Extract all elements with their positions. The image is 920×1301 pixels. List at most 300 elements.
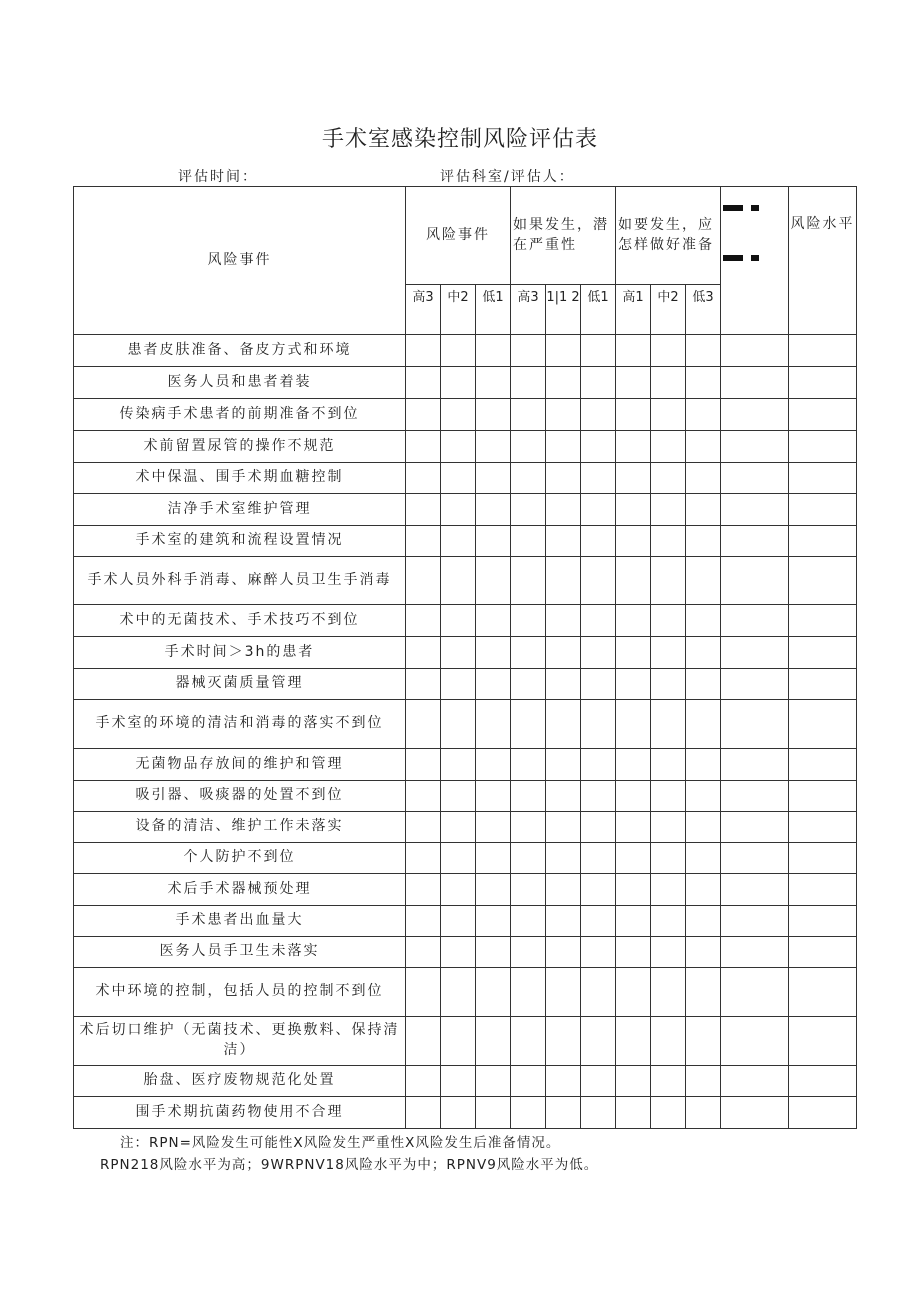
table-row [74,494,857,526]
rating-cell[interactable] [476,637,511,669]
rating-cell[interactable] [789,749,857,781]
subheader-rating-1: 高3 [406,285,441,335]
rating-cell[interactable] [616,749,651,781]
table-row [74,1066,857,1097]
rating-cell[interactable] [651,1097,686,1129]
rating-cell[interactable] [546,1066,581,1097]
rating-cell[interactable] [721,812,789,843]
rating-cell[interactable] [789,937,857,968]
rating-cell[interactable] [546,749,581,781]
rating-cell[interactable] [651,781,686,812]
rating-cell[interactable] [511,1017,546,1066]
rating-cell[interactable] [476,843,511,874]
rating-cell[interactable] [581,781,616,812]
rating-cell[interactable] [511,749,546,781]
rating-cell[interactable] [476,399,511,431]
rating-cell[interactable] [406,557,441,605]
risk-assessment-table [73,186,857,1129]
subheader-rating-3: 低1 [476,285,511,335]
rating-cell[interactable] [511,335,546,367]
rating-cell[interactable] [476,812,511,843]
rating-cell[interactable] [581,1066,616,1097]
rating-cell[interactable] [546,526,581,557]
risk-event-label: 器械灭菌质量管理 [74,669,406,700]
rating-cell[interactable] [686,557,721,605]
rating-cell[interactable] [441,494,476,526]
rating-cell[interactable] [581,557,616,605]
rating-cell[interactable] [721,335,789,367]
risk-event-label: 手术室的建筑和流程设置情况 [74,526,406,557]
rating-cell[interactable] [476,605,511,637]
rating-cell[interactable] [476,874,511,906]
page-title: 手术室感染控制风险评估表 [321,127,598,152]
rating-cell[interactable] [546,494,581,526]
rating-cell[interactable] [406,669,441,700]
rating-cell[interactable] [581,812,616,843]
rating-cell[interactable] [616,906,651,937]
rating-cell[interactable] [546,399,581,431]
rating-cell[interactable] [789,637,857,669]
rating-cell[interactable] [721,637,789,669]
rating-cell[interactable] [406,968,441,1017]
rating-cell[interactable] [789,812,857,843]
rating-cell[interactable] [686,1017,721,1066]
rating-cell[interactable] [686,335,721,367]
rating-cell[interactable] [406,526,441,557]
subheader-rating-6: 低1 [581,285,616,335]
rating-cell[interactable] [789,906,857,937]
rating-cell[interactable] [721,526,789,557]
rating-cell[interactable] [651,874,686,906]
rating-cell[interactable] [616,1017,651,1066]
rating-cell[interactable] [406,399,441,431]
rating-cell[interactable] [686,463,721,494]
rating-cell[interactable] [721,605,789,637]
rating-cell[interactable] [406,1097,441,1129]
rating-cell[interactable] [476,494,511,526]
rating-cell[interactable] [441,399,476,431]
subheader-rating-8: 中2 [651,285,686,335]
rating-cell[interactable] [441,781,476,812]
rating-cell[interactable] [651,906,686,937]
rating-cell[interactable] [721,463,789,494]
risk-event-label: 术中保温、围手术期血糖控制 [74,463,406,494]
rating-cell[interactable] [476,906,511,937]
rating-cell[interactable] [686,637,721,669]
rating-cell[interactable] [511,906,546,937]
rating-cell[interactable] [616,937,651,968]
rating-cell[interactable] [546,1097,581,1129]
rating-cell[interactable] [686,968,721,1017]
rating-cell[interactable] [789,557,857,605]
rating-cell[interactable] [511,431,546,463]
rating-cell[interactable] [721,968,789,1017]
table-row [74,605,857,637]
rating-cell[interactable] [616,335,651,367]
rating-cell[interactable] [721,399,789,431]
rating-cell[interactable] [511,843,546,874]
rating-cell[interactable] [441,367,476,399]
rating-cell[interactable] [406,812,441,843]
rating-cell[interactable] [721,1017,789,1066]
rating-cell[interactable] [511,557,546,605]
rating-cell[interactable] [721,749,789,781]
rating-cell[interactable] [789,399,857,431]
rating-cell[interactable] [476,968,511,1017]
rating-cell[interactable] [616,557,651,605]
rating-cell[interactable] [546,906,581,937]
risk-event-label: 吸引器、吸痰器的处置不到位 [74,781,406,812]
table-row [74,906,857,937]
rating-cell[interactable] [686,367,721,399]
table-row [74,968,857,1017]
rating-cell[interactable] [581,431,616,463]
rating-cell[interactable] [651,700,686,749]
risk-event-label: 手术患者出血量大 [74,906,406,937]
rating-cell[interactable] [581,335,616,367]
rating-cell[interactable] [651,335,686,367]
header-likelihood: 风险事件 [406,187,511,285]
rating-cell[interactable] [651,463,686,494]
rating-cell[interactable] [511,637,546,669]
rating-cell[interactable] [581,637,616,669]
rating-cell[interactable] [686,605,721,637]
rating-cell[interactable] [686,812,721,843]
rating-cell[interactable] [441,605,476,637]
rating-cell[interactable] [581,494,616,526]
rating-cell[interactable] [651,812,686,843]
rating-cell[interactable] [651,843,686,874]
rating-cell[interactable] [721,874,789,906]
rating-cell[interactable] [406,335,441,367]
rating-cell[interactable] [511,399,546,431]
rating-cell[interactable] [546,605,581,637]
rating-cell[interactable] [651,1017,686,1066]
rating-cell[interactable] [616,968,651,1017]
rating-cell[interactable] [686,874,721,906]
rating-cell[interactable] [686,1097,721,1129]
rating-cell[interactable] [441,335,476,367]
rating-cell[interactable] [581,367,616,399]
rating-cell[interactable] [651,431,686,463]
assessment-dept-label: 评估科室/评估人： [440,169,575,185]
rating-cell[interactable] [441,812,476,843]
rating-cell[interactable] [441,1097,476,1129]
rating-cell[interactable] [686,700,721,749]
rating-cell[interactable] [406,700,441,749]
rating-cell[interactable] [581,1097,616,1129]
risk-event-label: 术后切口维护（无菌技术、更换敷料、保持清洁） [74,1017,406,1066]
rating-cell[interactable] [789,1097,857,1129]
rating-cell[interactable] [616,1097,651,1129]
rating-cell[interactable] [721,669,789,700]
rating-cell[interactable] [511,937,546,968]
rating-cell[interactable] [546,335,581,367]
subheader-rating-5: 1|1 2 [546,285,581,335]
rating-cell[interactable] [789,1017,857,1066]
table-row [74,431,857,463]
rating-cell[interactable] [651,968,686,1017]
rating-cell[interactable] [686,781,721,812]
rating-cell[interactable] [441,1066,476,1097]
rating-cell[interactable] [406,874,441,906]
rating-cell[interactable] [546,843,581,874]
rating-cell[interactable] [651,494,686,526]
rating-cell[interactable] [406,843,441,874]
table-row [74,812,857,843]
rating-cell[interactable] [406,906,441,937]
rating-cell[interactable] [721,367,789,399]
rating-cell[interactable] [511,700,546,749]
table-row [74,874,857,906]
rating-cell[interactable] [476,781,511,812]
rating-cell[interactable] [511,494,546,526]
rating-cell[interactable] [441,906,476,937]
table-row [74,557,857,605]
rating-cell[interactable] [441,749,476,781]
rating-cell[interactable] [511,874,546,906]
rating-cell[interactable] [686,749,721,781]
rating-cell[interactable] [546,781,581,812]
rating-cell[interactable] [616,605,651,637]
note-line-1: 注：RPN=风险发生可能性X风险发生严重性X风险发生后准备情况。 [120,1135,561,1151]
risk-event-label: 患者皮肤准备、备皮方式和环境 [74,335,406,367]
rating-cell[interactable] [406,463,441,494]
rating-cell[interactable] [789,843,857,874]
rating-cell[interactable] [511,526,546,557]
rating-cell[interactable] [721,1097,789,1129]
rating-cell[interactable] [581,526,616,557]
rating-cell[interactable] [581,906,616,937]
rating-cell[interactable] [651,399,686,431]
risk-event-label: 设备的清洁、维护工作未落实 [74,812,406,843]
rating-cell[interactable] [616,812,651,843]
rating-cell[interactable] [441,669,476,700]
rating-cell[interactable] [686,669,721,700]
rating-cell[interactable] [406,1017,441,1066]
table-row [74,637,857,669]
rating-cell[interactable] [721,700,789,749]
rating-cell[interactable] [616,463,651,494]
subheader-rating-9: 低3 [686,285,721,335]
rating-cell[interactable] [789,431,857,463]
rating-cell[interactable] [511,605,546,637]
rating-cell[interactable] [789,494,857,526]
rating-cell[interactable] [686,937,721,968]
rating-cell[interactable] [616,781,651,812]
rating-cell[interactable] [789,874,857,906]
rating-cell[interactable] [546,463,581,494]
rating-cell[interactable] [789,669,857,700]
rating-cell[interactable] [476,431,511,463]
rating-cell[interactable] [721,843,789,874]
rating-cell[interactable] [789,605,857,637]
rating-cell[interactable] [511,367,546,399]
rating-cell[interactable] [546,669,581,700]
rating-cell[interactable] [616,874,651,906]
rating-cell[interactable] [616,494,651,526]
rating-cell[interactable] [546,937,581,968]
rating-cell[interactable] [511,968,546,1017]
header-marks-cell [721,187,789,335]
subheader-rating-2: 中2 [441,285,476,335]
rating-cell[interactable] [546,812,581,843]
rating-cell[interactable] [721,1066,789,1097]
risk-event-label: 手术室的环境的清洁和消毒的落实不到位 [74,700,406,749]
rating-cell[interactable] [476,669,511,700]
rating-cell[interactable] [441,557,476,605]
rating-cell[interactable] [476,1097,511,1129]
rating-cell[interactable] [476,526,511,557]
rating-cell[interactable] [616,367,651,399]
rating-cell[interactable] [651,526,686,557]
rating-cell[interactable] [476,1066,511,1097]
rating-cell[interactable] [789,781,857,812]
rating-cell[interactable] [441,937,476,968]
rating-cell[interactable] [721,557,789,605]
risk-event-label: 医务人员和患者着装 [74,367,406,399]
rating-cell[interactable] [476,749,511,781]
rating-cell[interactable] [789,463,857,494]
rating-cell[interactable] [546,367,581,399]
rating-cell[interactable] [546,637,581,669]
rating-cell[interactable] [686,494,721,526]
rating-cell[interactable] [406,605,441,637]
rating-cell[interactable] [651,937,686,968]
rating-cell[interactable] [616,399,651,431]
rating-cell[interactable] [476,937,511,968]
rating-cell[interactable] [546,1017,581,1066]
rating-cell[interactable] [476,367,511,399]
rating-cell[interactable] [721,906,789,937]
rating-cell[interactable] [511,781,546,812]
rating-cell[interactable] [476,1017,511,1066]
rating-cell[interactable] [546,557,581,605]
rating-cell[interactable] [789,1066,857,1097]
rating-cell[interactable] [581,463,616,494]
rating-cell[interactable] [581,843,616,874]
subheader-rating-4: 高3 [511,285,546,335]
rating-cell[interactable] [406,637,441,669]
rating-cell[interactable] [441,526,476,557]
rating-cell[interactable] [686,843,721,874]
table-row [74,843,857,874]
rating-cell[interactable] [616,637,651,669]
header-risk-event: 风险事件 [74,187,406,335]
rating-cell[interactable] [651,605,686,637]
table-row [74,463,857,494]
rating-cell[interactable] [721,937,789,968]
rating-cell[interactable] [686,1066,721,1097]
rating-cell[interactable] [546,431,581,463]
rating-cell[interactable] [686,906,721,937]
rating-cell[interactable] [406,937,441,968]
rating-cell[interactable] [406,781,441,812]
rating-cell[interactable] [511,812,546,843]
rating-cell[interactable] [406,494,441,526]
rating-cell[interactable] [651,557,686,605]
risk-event-label: 术后手术器械预处理 [74,874,406,906]
rating-cell[interactable] [616,526,651,557]
risk-event-label: 医务人员手卫生未落实 [74,937,406,968]
rating-cell[interactable] [441,431,476,463]
rating-cell[interactable] [441,637,476,669]
rating-cell[interactable] [789,367,857,399]
rating-cell[interactable] [581,605,616,637]
rating-cell[interactable] [406,749,441,781]
rating-cell[interactable] [441,843,476,874]
rating-cell[interactable] [789,968,857,1017]
rating-cell[interactable] [686,526,721,557]
rating-cell[interactable] [581,399,616,431]
table-row [74,937,857,968]
rating-cell[interactable] [441,874,476,906]
rating-cell[interactable] [476,463,511,494]
rating-cell[interactable] [546,968,581,1017]
rating-cell[interactable] [441,700,476,749]
table-row [74,335,857,367]
rating-cell[interactable] [406,1066,441,1097]
rating-cell[interactable] [581,749,616,781]
rating-cell[interactable] [686,431,721,463]
rating-cell[interactable] [651,1066,686,1097]
rating-cell[interactable] [406,367,441,399]
rating-cell[interactable] [616,700,651,749]
rating-cell[interactable] [721,781,789,812]
rating-cell[interactable] [721,431,789,463]
table-row [74,1097,857,1129]
rating-cell[interactable] [406,431,441,463]
rating-cell[interactable] [441,463,476,494]
rating-cell[interactable] [511,1066,546,1097]
rating-cell[interactable] [651,749,686,781]
rating-cell[interactable] [511,669,546,700]
table-row [74,399,857,431]
risk-event-label: 手术人员外科手消毒、麻醉人员卫生手消毒 [74,557,406,605]
rating-cell[interactable] [511,1097,546,1129]
rating-cell[interactable] [581,669,616,700]
rating-cell[interactable] [476,557,511,605]
rating-cell[interactable] [581,874,616,906]
rating-cell[interactable] [789,526,857,557]
table-row [74,749,857,781]
rating-cell[interactable] [616,669,651,700]
rating-cell[interactable] [651,367,686,399]
rating-cell[interactable] [546,874,581,906]
rating-cell[interactable] [616,431,651,463]
rating-cell[interactable] [581,968,616,1017]
rating-cell[interactable] [789,335,857,367]
rating-cell[interactable] [441,968,476,1017]
rating-cell[interactable] [476,335,511,367]
rating-cell[interactable] [581,937,616,968]
rating-cell[interactable] [581,700,616,749]
rating-cell[interactable] [616,843,651,874]
rating-cell[interactable] [651,669,686,700]
rating-cell[interactable] [476,700,511,749]
rating-cell[interactable] [616,1066,651,1097]
table-row [74,367,857,399]
rating-cell[interactable] [546,700,581,749]
rating-cell[interactable] [686,399,721,431]
rating-cell[interactable] [789,700,857,749]
rating-cell[interactable] [441,1017,476,1066]
rating-cell[interactable] [651,637,686,669]
rating-cell[interactable] [721,494,789,526]
table-row [74,526,857,557]
rating-cell[interactable] [581,1017,616,1066]
rating-cell[interactable] [511,463,546,494]
